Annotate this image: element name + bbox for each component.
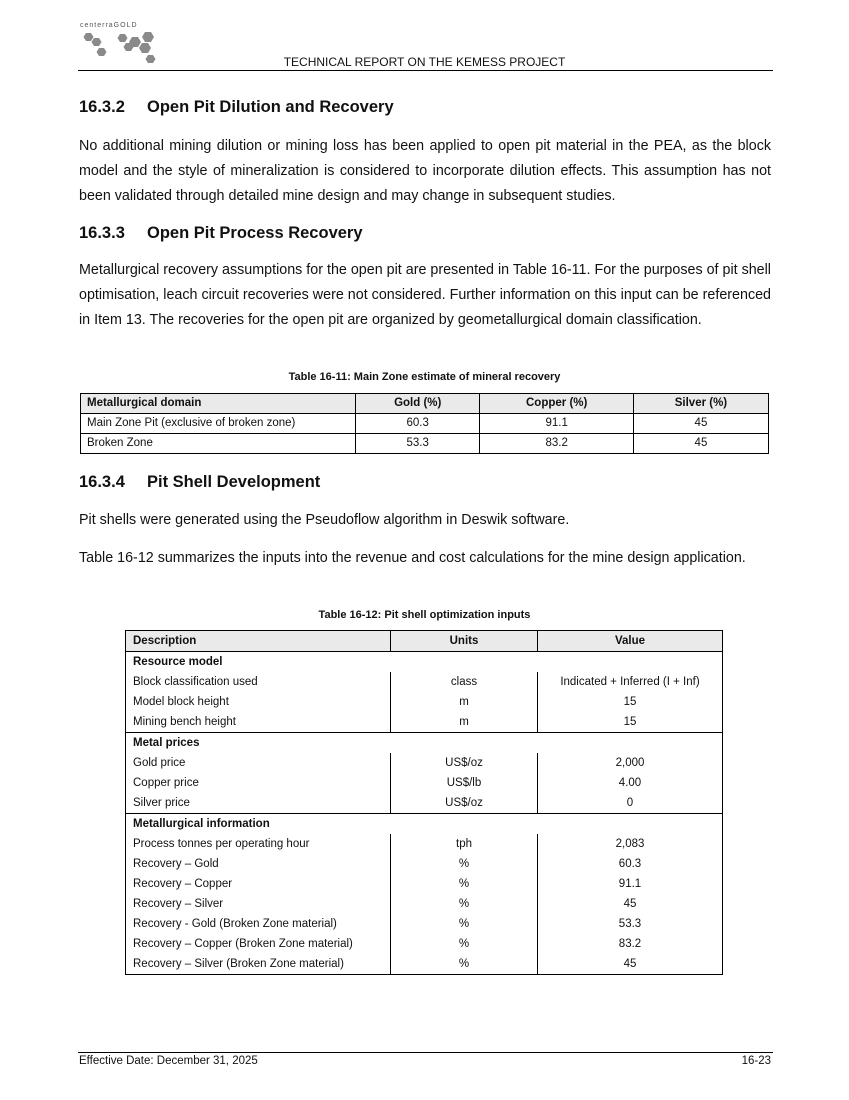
column-header: Copper (%) [480, 394, 633, 414]
column-header: Units [391, 631, 538, 652]
table-row [126, 753, 723, 773]
table-cell: 0 [626, 797, 634, 809]
table-cell: 2,083 [615, 838, 645, 850]
column-header: Metallurgical domain [81, 394, 356, 414]
table-cell: 60.3 [356, 414, 480, 434]
table-cell: 15 [623, 696, 637, 708]
paragraph-pit-shell-2: Table 16-12 summarizes the inputs into the revenue and cost calculations for the mine design application. [79, 550, 746, 566]
table-cell: 15 [623, 716, 637, 728]
table-cell: Indicated + Inferred (I + Inf) [560, 676, 700, 688]
group-title: Resource model [133, 656, 223, 668]
table-group-title-row [126, 733, 723, 754]
table-cell: % [391, 894, 538, 914]
table-cell: Model block height [133, 696, 229, 708]
table-row [126, 834, 723, 854]
table-cell: Block classification used [133, 676, 258, 688]
table-row [126, 672, 723, 692]
group-title: Metal prices [133, 737, 200, 749]
section-title: Open Pit Process Recovery [147, 224, 363, 242]
table1-caption: Table 16-11: Main Zone estimate of mineral recovery [288, 371, 561, 383]
section-title: Pit Shell Development [147, 473, 321, 491]
section-title: Open Pit Dilution and Recovery [147, 98, 394, 116]
table-cell: Recovery - Gold (Broken Zone material) [133, 918, 337, 930]
table-cell: % [391, 854, 538, 874]
table-cell: Recovery – Copper [133, 878, 233, 890]
table-cell: 45 [623, 898, 637, 910]
logo-wordmark: centerraGOLD [80, 22, 138, 29]
table-row [81, 414, 769, 434]
table-cell: US$/oz [391, 793, 538, 814]
table-row [126, 914, 723, 934]
table-cell: Gold price [133, 757, 186, 769]
column-header: Value [538, 631, 723, 652]
section-heading-dilution [79, 98, 394, 117]
table-cell: 53.3 [618, 918, 642, 930]
table-cell: 45 [633, 414, 768, 434]
table-cell: Recovery – Copper (Broken Zone material) [133, 938, 353, 950]
table-cell: class [391, 672, 538, 692]
table-cell: Recovery – Silver (Broken Zone material) [133, 958, 344, 970]
table-header-row [81, 394, 769, 414]
table-cell: 83.2 [480, 434, 633, 454]
section-number: 16.3.2 [79, 98, 125, 116]
table-cell: Copper price [133, 777, 199, 789]
section-number: 16.3.4 [79, 473, 125, 491]
table-cell: 45 [623, 958, 637, 970]
table-row [81, 434, 769, 454]
table-row [126, 894, 723, 914]
table-row [126, 773, 723, 793]
table-row [126, 954, 723, 975]
column-header: Gold (%) [356, 394, 480, 414]
table-row [126, 854, 723, 874]
table-cell: Main Zone Pit (exclusive of broken zone) [81, 414, 356, 434]
footer-divider [78, 1052, 773, 1053]
table-row [126, 874, 723, 894]
table-row [126, 692, 723, 712]
table-row [126, 712, 723, 733]
table-cell: Recovery – Gold [133, 858, 219, 870]
table-cell: tph [391, 834, 538, 854]
table-cell: 2,000 [615, 757, 645, 769]
header-divider [78, 70, 773, 71]
table-cell: US$/oz [391, 753, 538, 773]
table-row [126, 934, 723, 954]
table-cell: Process tonnes per operating hour [133, 838, 310, 850]
table-cell: m [391, 692, 538, 712]
group-title: Metallurgical information [133, 818, 270, 830]
paragraph-process-recovery: Metallurgical recovery assumptions for the open pit are presented in Table 16-11. For the purposes of pit shell optimisation, leach circuit recoveries were not considered. Further information on this input can be referenced in Item 13. The recoveries for the open pit are organized by geometallurgical domain classification. [79, 262, 771, 328]
column-header: Description [126, 631, 391, 652]
table2-caption: Table 16-12: Pit shell optimization inputs [318, 609, 531, 621]
table-cell: m [391, 712, 538, 733]
table-group-title-row [126, 814, 723, 835]
table-cell: 45 [633, 434, 768, 454]
paragraph-pit-shell-1: Pit shells were generated using the Pseudoflow algorithm in Deswik software. [79, 512, 570, 528]
table-cell: 91.1 [618, 878, 642, 890]
table-cell: 91.1 [480, 414, 633, 434]
table-row [126, 793, 723, 814]
table-cell: Silver price [133, 797, 190, 809]
paragraph-dilution: No additional mining dilution or mining loss has been applied to open pit material in the PEA, as the block model and the style of mineralization is considered to incorporate dilution effects. This assumption has not been validated through detailed mine design and may change in subsequent studies. [79, 138, 771, 204]
table-cell: % [391, 934, 538, 954]
page-number: 16-23 [741, 1055, 771, 1067]
table-group [126, 652, 723, 733]
table-cell: 4.00 [618, 777, 642, 789]
table-cell: Recovery – Silver [133, 898, 224, 910]
column-header: Silver (%) [633, 394, 768, 414]
table-header-row [126, 631, 723, 652]
table-cell: 83.2 [618, 938, 642, 950]
effective-date: Effective Date: December 31, 2025 [79, 1055, 258, 1067]
table-cell: Mining bench height [133, 716, 236, 728]
table-group [126, 814, 723, 975]
table-cell: US$/lb [391, 773, 538, 793]
recovery-table [80, 393, 769, 454]
section-number: 16.3.3 [79, 224, 125, 242]
report-header-title: TECHNICAL REPORT ON THE KEMESS PROJECT [283, 55, 566, 69]
table-cell: Broken Zone [81, 434, 356, 454]
table-group-title-row [126, 652, 723, 673]
pit-shell-inputs-table [125, 630, 723, 975]
table-cell: % [391, 874, 538, 894]
section-heading-process-recovery [79, 224, 363, 243]
table-cell: % [391, 914, 538, 934]
section-heading-pit-shell [79, 473, 320, 492]
table-cell: 53.3 [356, 434, 480, 454]
table-group [126, 733, 723, 814]
table-cell: % [391, 954, 538, 975]
table-cell: 60.3 [618, 858, 642, 870]
